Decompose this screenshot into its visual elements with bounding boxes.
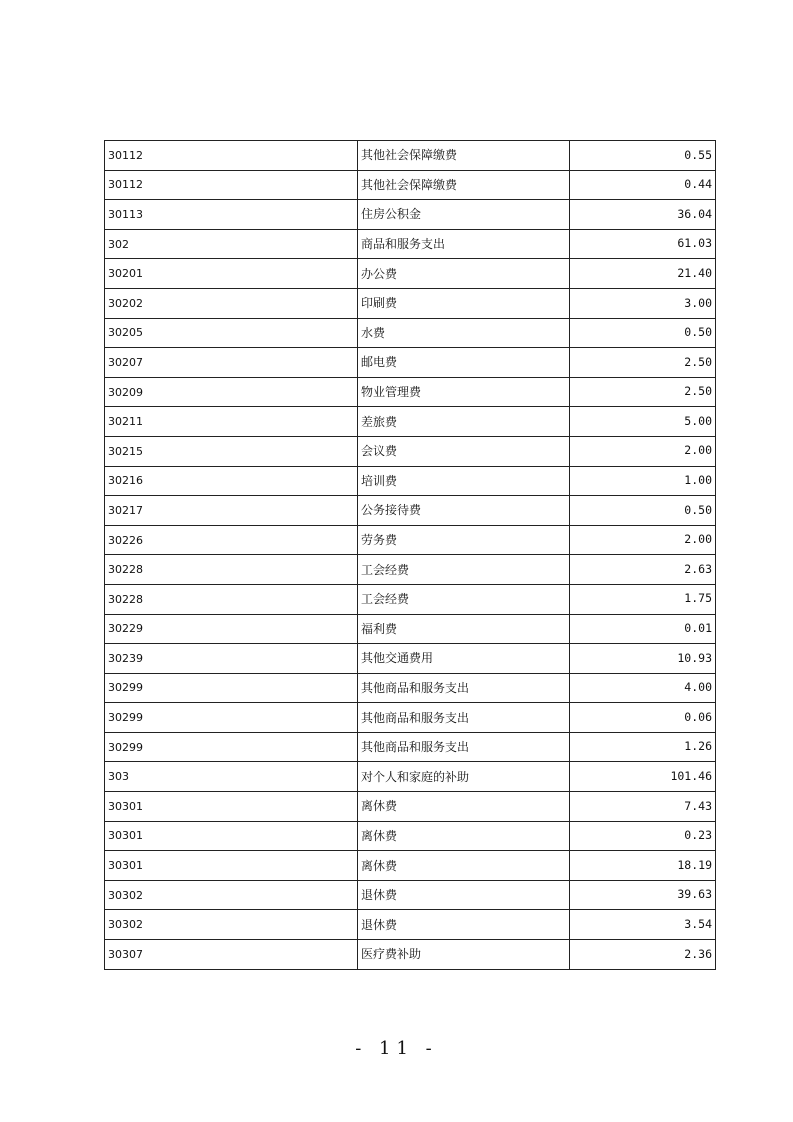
- account-code-cell: 30209: [105, 377, 358, 407]
- account-code-cell: 30226: [105, 525, 358, 555]
- account-code-cell: 30302: [105, 910, 358, 940]
- item-name-cell: 印刷费: [358, 288, 570, 318]
- account-code-cell: 30215: [105, 436, 358, 466]
- item-name-cell: 离休费: [358, 792, 570, 822]
- account-code-cell: 30239: [105, 644, 358, 674]
- item-name-cell: 住房公积金: [358, 200, 570, 230]
- table-row: [105, 792, 716, 822]
- item-name-cell: 水费: [358, 318, 570, 348]
- amount-cell: 101.46: [570, 762, 716, 792]
- amount-cell: 36.04: [570, 200, 716, 230]
- amount-cell: 2.50: [570, 348, 716, 378]
- item-name-cell: 工会经费: [358, 584, 570, 614]
- account-code-cell: 30299: [105, 673, 358, 703]
- table-row: [105, 466, 716, 496]
- account-code-cell: 30112: [105, 141, 358, 171]
- account-code-cell: 30307: [105, 940, 358, 970]
- item-name-cell: 培训费: [358, 466, 570, 496]
- item-name-cell: 差旅费: [358, 407, 570, 437]
- amount-cell: 2.00: [570, 436, 716, 466]
- table-row: [105, 614, 716, 644]
- item-name-cell: 退休费: [358, 880, 570, 910]
- account-code-cell: 30228: [105, 555, 358, 585]
- account-code-cell: 30216: [105, 466, 358, 496]
- table-row: [105, 673, 716, 703]
- amount-cell: 4.00: [570, 673, 716, 703]
- item-name-cell: 物业管理费: [358, 377, 570, 407]
- amount-cell: 2.50: [570, 377, 716, 407]
- amount-cell: 1.75: [570, 584, 716, 614]
- item-name-cell: 其他商品和服务支出: [358, 732, 570, 762]
- amount-cell: 0.06: [570, 703, 716, 733]
- amount-cell: 61.03: [570, 229, 716, 259]
- table-row: [105, 141, 716, 171]
- account-code-cell: 30205: [105, 318, 358, 348]
- table-row: [105, 851, 716, 881]
- item-name-cell: 医疗费补助: [358, 940, 570, 970]
- amount-cell: 0.44: [570, 170, 716, 200]
- item-name-cell: 其他社会保障缴费: [358, 141, 570, 171]
- amount-cell: 2.00: [570, 525, 716, 555]
- amount-cell: 0.50: [570, 496, 716, 526]
- amount-cell: 3.54: [570, 910, 716, 940]
- account-code-cell: 303: [105, 762, 358, 792]
- item-name-cell: 劳务费: [358, 525, 570, 555]
- account-code-cell: 30207: [105, 348, 358, 378]
- table-row: [105, 407, 716, 437]
- item-name-cell: 工会经费: [358, 555, 570, 585]
- table-row: [105, 259, 716, 289]
- item-name-cell: 离休费: [358, 821, 570, 851]
- table-row: [105, 732, 716, 762]
- table-row: [105, 762, 716, 792]
- item-name-cell: 邮电费: [358, 348, 570, 378]
- account-code-cell: 30201: [105, 259, 358, 289]
- account-code-cell: 30202: [105, 288, 358, 318]
- expenditure-table: [104, 140, 716, 970]
- item-name-cell: 公务接待费: [358, 496, 570, 526]
- account-code-cell: 30228: [105, 584, 358, 614]
- amount-cell: 21.40: [570, 259, 716, 289]
- account-code-cell: 30113: [105, 200, 358, 230]
- amount-cell: 1.26: [570, 732, 716, 762]
- table-row: [105, 377, 716, 407]
- table-row: [105, 318, 716, 348]
- amount-cell: 0.50: [570, 318, 716, 348]
- table-row: [105, 703, 716, 733]
- item-name-cell: 其他商品和服务支出: [358, 673, 570, 703]
- table-row: [105, 940, 716, 970]
- account-code-cell: 30301: [105, 821, 358, 851]
- item-name-cell: 会议费: [358, 436, 570, 466]
- account-code-cell: 30302: [105, 880, 358, 910]
- account-code-cell: 30301: [105, 851, 358, 881]
- account-code-cell: 30299: [105, 703, 358, 733]
- table-row: [105, 910, 716, 940]
- amount-cell: 0.55: [570, 141, 716, 171]
- account-code-cell: 30299: [105, 732, 358, 762]
- item-name-cell: 其他商品和服务支出: [358, 703, 570, 733]
- item-name-cell: 其他社会保障缴费: [358, 170, 570, 200]
- table-row: [105, 229, 716, 259]
- table-row: [105, 436, 716, 466]
- account-code-cell: 30217: [105, 496, 358, 526]
- item-name-cell: 对个人和家庭的补助: [358, 762, 570, 792]
- table-row: [105, 555, 716, 585]
- amount-cell: 0.23: [570, 821, 716, 851]
- item-name-cell: 办公费: [358, 259, 570, 289]
- table-row: [105, 584, 716, 614]
- amount-cell: 1.00: [570, 466, 716, 496]
- table-row: [105, 644, 716, 674]
- table-row: [105, 200, 716, 230]
- account-code-cell: 302: [105, 229, 358, 259]
- item-name-cell: 福利费: [358, 614, 570, 644]
- account-code-cell: 30301: [105, 792, 358, 822]
- amount-cell: 3.00: [570, 288, 716, 318]
- item-name-cell: 其他交通费用: [358, 644, 570, 674]
- amount-cell: 0.01: [570, 614, 716, 644]
- amount-cell: 7.43: [570, 792, 716, 822]
- page-number: - 11 -: [355, 1038, 438, 1059]
- account-code-cell: 30112: [105, 170, 358, 200]
- table-row: [105, 525, 716, 555]
- table-body: [105, 141, 716, 970]
- table-row: [105, 496, 716, 526]
- account-code-cell: 30229: [105, 614, 358, 644]
- amount-cell: 2.63: [570, 555, 716, 585]
- amount-cell: 5.00: [570, 407, 716, 437]
- amount-cell: 10.93: [570, 644, 716, 674]
- amount-cell: 18.19: [570, 851, 716, 881]
- item-name-cell: 商品和服务支出: [358, 229, 570, 259]
- table-row: [105, 288, 716, 318]
- amount-cell: 39.63: [570, 880, 716, 910]
- table-row: [105, 348, 716, 378]
- table-row: [105, 170, 716, 200]
- table-row: [105, 821, 716, 851]
- table-row: [105, 880, 716, 910]
- amount-cell: 2.36: [570, 940, 716, 970]
- item-name-cell: 离休费: [358, 851, 570, 881]
- item-name-cell: 退休费: [358, 910, 570, 940]
- account-code-cell: 30211: [105, 407, 358, 437]
